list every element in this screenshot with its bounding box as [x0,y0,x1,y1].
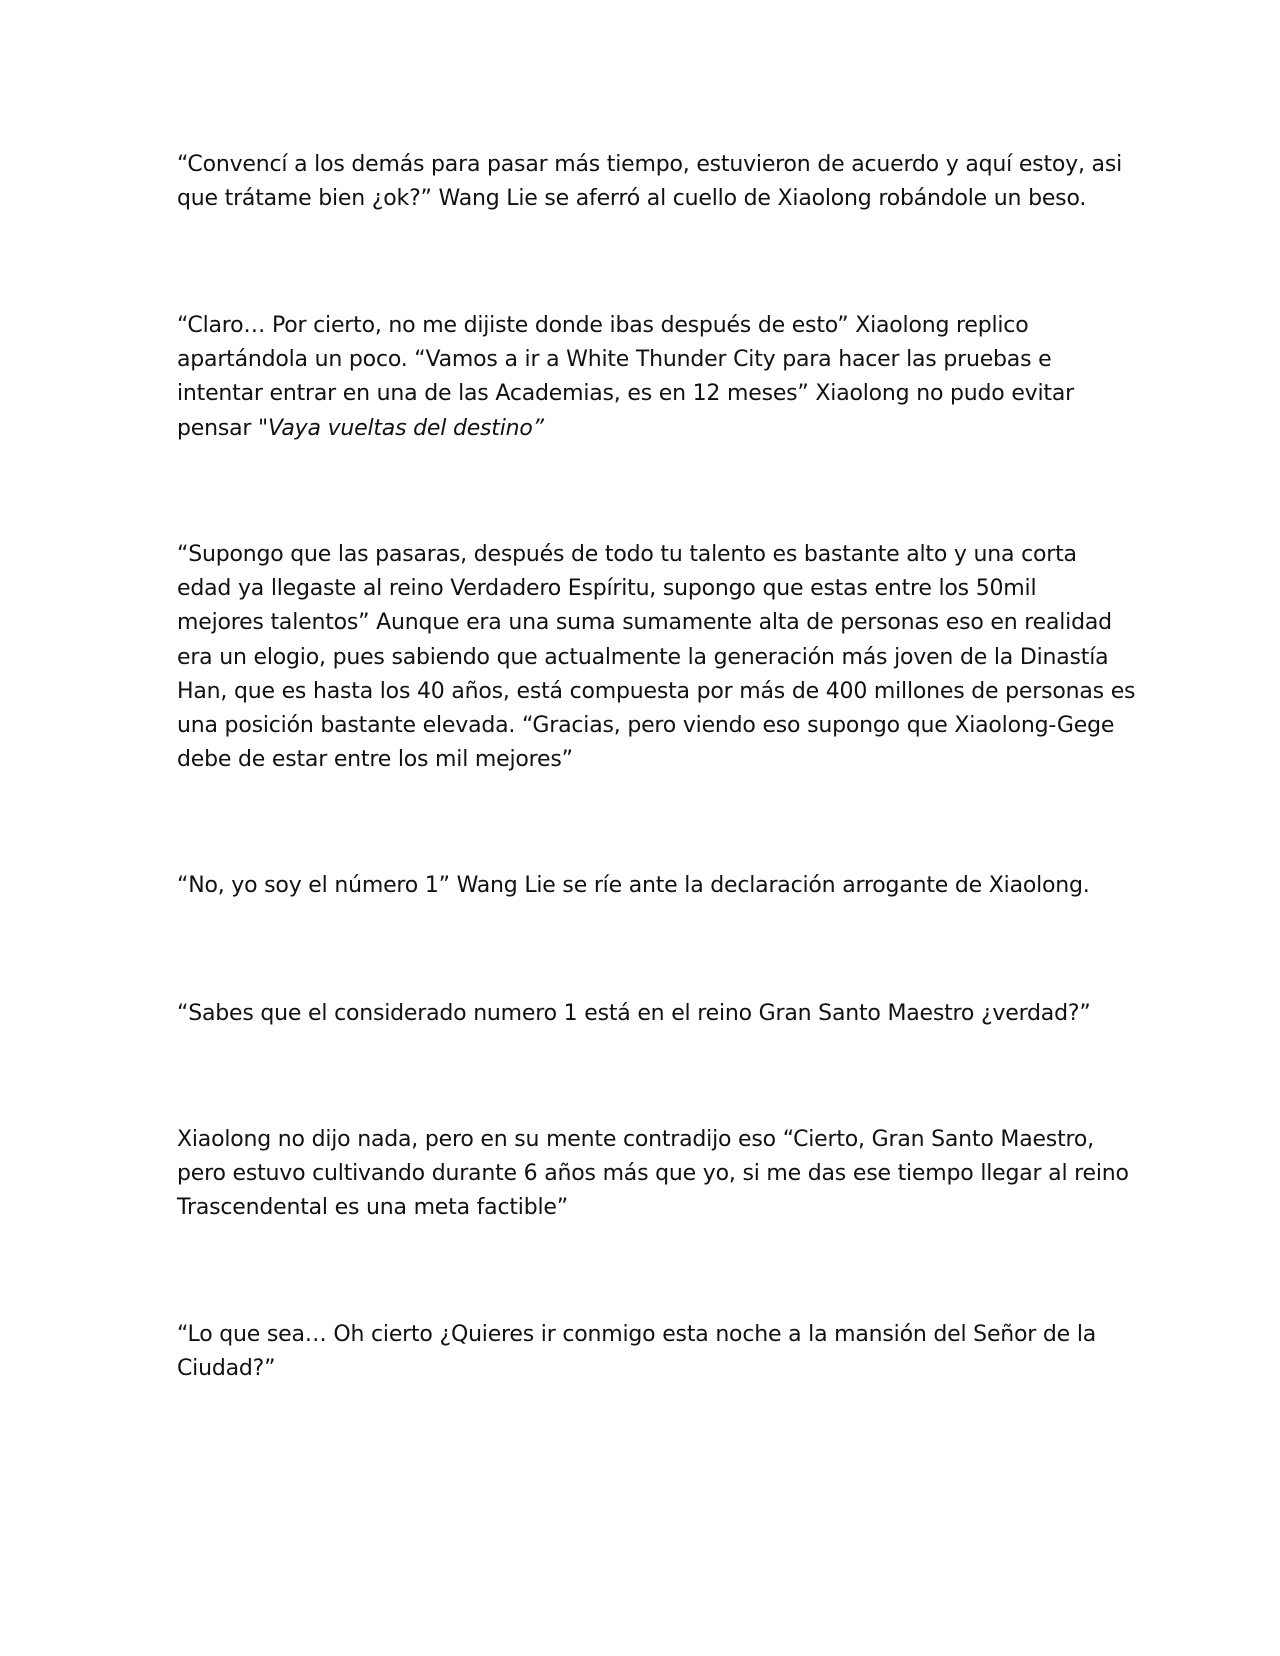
paragraph-6 [177,1123,1129,1226]
text-line: una posición bastante elevada. “Gracias, pero viendo eso supongo que Xiaolong-Gege [177,713,1115,739]
text-line: Trascendental es una meta factible” [177,1195,568,1221]
text-line: edad ya llegaste al reino Verdadero Espíritu, supongo que estas entre los 50mil [177,576,1037,602]
text-line [177,412,1107,446]
text-line: “Convencí a los demás para pasar más tiempo, estuvieron de acuerdo y aquí estoy, asi [177,152,1122,177]
text-line: “Sabes que el considerado numero 1 está en el reino Gran Santo Maestro ¿verdad?” [177,1001,1091,1026]
text-line: que trátame bien ¿ok?” Wang Lie se aferró al cuello de Xiaolong robándole un beso. [177,186,1087,212]
paragraph-1 [177,148,1122,216]
paragraph-3 [177,538,1136,777]
text-line: mejores talentos” Aunque era una suma sumamente alta de personas eso en realidad [177,610,1112,636]
text-line: apartándola un poco. “Vamos a ir a White Thunder City para hacer las pruebas e [177,347,1052,373]
text-line: era un elogio, pues sabiendo que actualmente la generación más joven de la Dinastía [177,644,1109,670]
text-line: “No, yo soy el número 1” Wang Lie se ríe ante la declaración arrogante de Xiaolong. [177,873,1090,898]
text-fragment: pensar [177,415,259,441]
paragraph-5 [177,997,1107,1031]
paragraph-2 [177,309,1107,446]
text-line: “Supongo que las pasaras, después de todo tu talento es bastante alto y una corta [177,542,1077,567]
text-line: pero estuvo cultivando durante 6 años más que yo, si me das ese tiempo llegar al reino [177,1161,1129,1187]
text-line: intentar entrar en una de las Academias, es en 12 meses” Xiaolong no pudo evitar [177,381,1074,407]
text-line: Ciudad?” [177,1356,276,1382]
paragraph-4 [177,869,1107,903]
text-line: “Claro… Por cierto, no me dijiste donde ibas después de esto” Xiaolong replico [177,313,1029,338]
text-line: Han, que es hasta los 40 años, está compuesta por más de 400 millones de personas es [177,678,1136,704]
italic-quote: "Vaya vueltas del destino” [258,415,544,441]
paragraph-7 [177,1318,1107,1386]
text-line: debe de estar entre los mil mejores” [177,747,573,773]
text-line: Xiaolong no dijo nada, pero en su mente contradijo eso “Cierto, Gran Santo Maestro, [177,1127,1094,1152]
text-line: “Lo que sea… Oh cierto ¿Quieres ir conmigo esta noche a la mansión del Señor de la [177,1322,1097,1347]
